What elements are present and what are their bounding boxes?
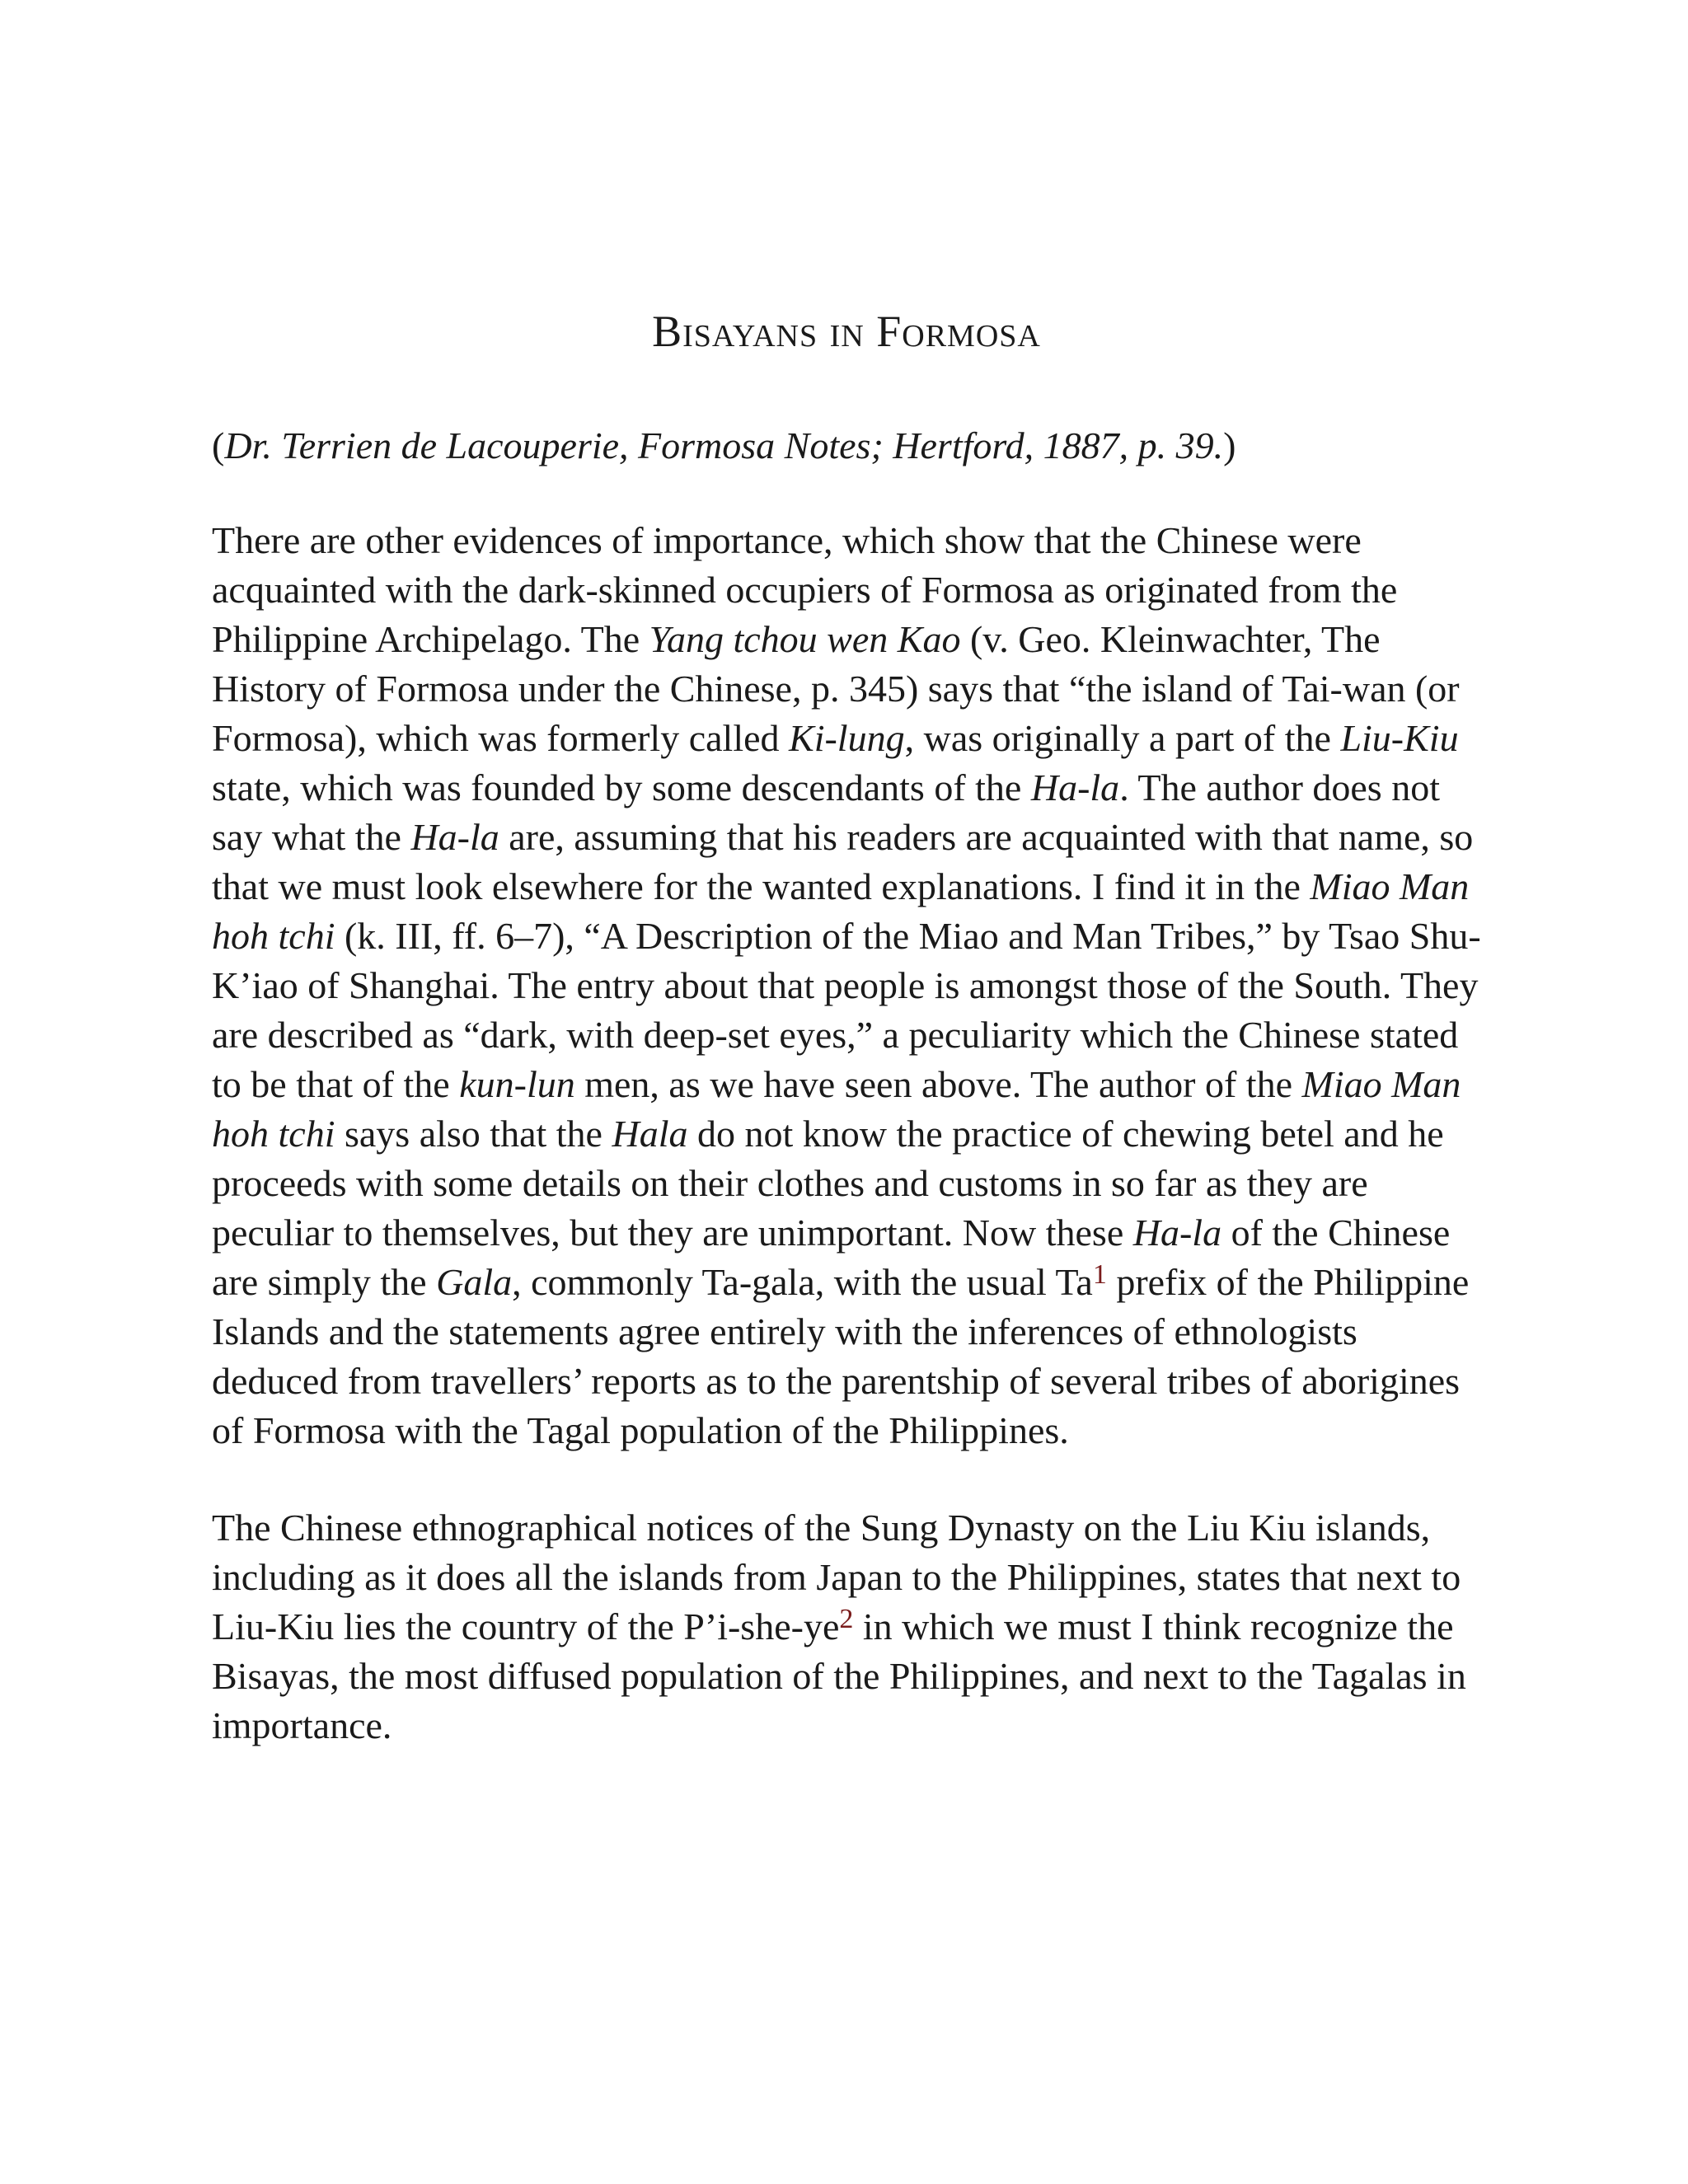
- body-paragraph-2: [212, 1503, 1481, 1750]
- footnote-ref-2[interactable]: 2: [839, 1603, 854, 1634]
- italic-term: Liu-Kiu: [1340, 716, 1459, 759]
- text-run: (v. Geo. Kleinwachter, The History of Formosa under the Chinese, p. 345) says that “the island of Tai-wan (or Formosa), which was formerly called: [212, 617, 1460, 759]
- text-run: (k. III, ff. 6–7), “A Description of the Miao and Man Tribes,” by Tsao Shu-K’iao of Shanghai. The entry about that people is amongst those of the South. They are described as “dark, with deep-set eyes,” a peculiarity which the Chinese stated to be that of the: [212, 914, 1481, 1105]
- text-run: says also that the: [335, 1112, 612, 1155]
- italic-title: Miao Man hoh tchi: [212, 1062, 1461, 1155]
- italic-term: kun-lun: [459, 1062, 575, 1105]
- text-run: men, as we have seen above. The author of the: [574, 1062, 1302, 1105]
- text-run: , was originally a part of the: [904, 716, 1341, 759]
- italic-term: Ki-lung: [789, 716, 905, 759]
- italic-term: Gala: [436, 1260, 513, 1303]
- text-run: of the Chinese are simply the: [212, 1211, 1451, 1303]
- italic-term: Ha-la: [1132, 1211, 1222, 1254]
- text-run: There are other evidences of importance, which show that the Chinese were acquainted with the dark-skinned occupiers of Formosa as originated from the Philippine Archipelago. The: [212, 518, 1398, 660]
- citation-text: Dr. Terrien de Lacouperie, Formosa Notes; Hertford, 1887, p. 39.: [224, 424, 1224, 466]
- page-title: Bisayans in Formosa: [652, 307, 1041, 356]
- source-citation: [212, 421, 1481, 471]
- text-run: The Chinese ethnographical notices of the Sung Dynasty on the Liu Kiu islands, including as it does all the islands from Japan to the Philippines, states that next to Liu-Kiu lies the country of the P’i-she-ye: [212, 1506, 1461, 1647]
- italic-term: Ha-la: [1030, 766, 1120, 808]
- italic-title: Yang tchou wen Kao: [649, 617, 961, 660]
- italic-term: Ha-la: [410, 815, 499, 858]
- body-paragraph-1: [212, 516, 1481, 1455]
- footnote-ref-1[interactable]: 1: [1092, 1258, 1107, 1290]
- text-run: are, assuming that his readers are acquainted with that name, so that we must look elsewhere for the wanted explanations. I find it in the: [212, 815, 1474, 907]
- text-run: , commonly Ta-gala, with the usual Ta: [512, 1260, 1093, 1303]
- italic-title: Miao Man hoh tchi: [212, 865, 1470, 957]
- italic-term: Hala: [612, 1112, 688, 1155]
- citation-open-paren: (: [212, 424, 225, 466]
- text-run: do not know the practice of chewing betel and he proceeds with some details on their clothes and customs in so far as they are peculiar to themselves, but they are unimportant. Now these: [212, 1112, 1444, 1254]
- text-run: prefix of the Philippine Islands and the statements agree entirely with the inferences of ethnologists deduced from travellers’ reports as to the parentship of several tribes of aborigines of Formosa with the Tagal population of the Philippines.: [212, 1260, 1470, 1451]
- citation-close-paren: ): [1223, 424, 1236, 466]
- text-run: . The author does not say what the: [212, 766, 1440, 858]
- text-run: in which we must I think recognize the Bisayas, the most diffused population of the Philippines, and next to the Tagalas in importance.: [212, 1605, 1466, 1746]
- text-run: state, which was founded by some descendants of the: [212, 766, 1031, 808]
- document-page: [212, 305, 1481, 1798]
